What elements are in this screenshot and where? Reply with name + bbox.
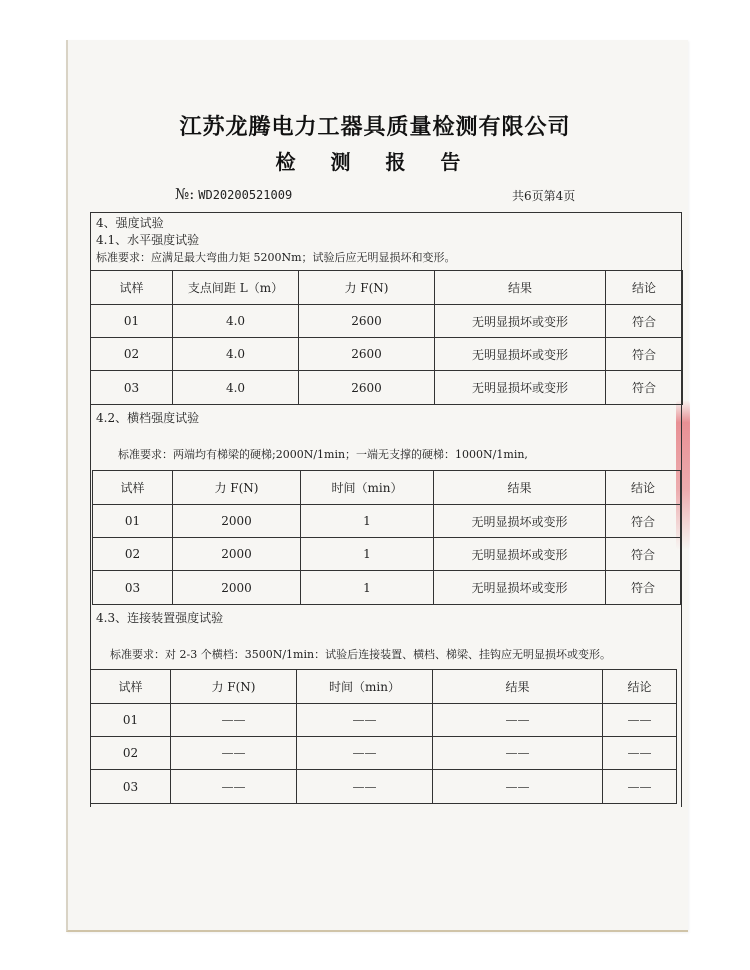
page-info: 共6页第4页	[512, 189, 576, 203]
section-4-heading: 4、强度试验	[96, 216, 164, 230]
table-cell: 02	[93, 538, 173, 571]
header-cell: 支点间距 L（m）	[173, 271, 299, 305]
table-cell: 03	[93, 571, 173, 605]
table-cell: 03	[91, 371, 173, 405]
header-cell: 力 F(N)	[173, 471, 301, 505]
table-cell: 2600	[299, 338, 435, 371]
table-cell: 2000	[173, 538, 301, 571]
table-row	[91, 704, 677, 737]
report-number	[175, 185, 292, 203]
table-cell: 01	[93, 505, 173, 538]
section-4-1-heading: 4.1、水平强度试验	[96, 233, 200, 247]
table-cell: 4.0	[173, 338, 299, 371]
table-cell: 01	[91, 704, 171, 737]
table-row	[93, 538, 681, 571]
table-cell: 2600	[299, 371, 435, 405]
table-cell: ——	[433, 704, 603, 737]
table-cell: 1	[301, 571, 434, 605]
table-row	[91, 770, 677, 804]
report-number-value: WD20200521009	[198, 188, 293, 202]
header-cell: 试样	[93, 471, 173, 505]
table-cell: 无明显损坏或变形	[434, 505, 606, 538]
table-cell: 无明显损坏或变形	[435, 305, 606, 338]
table-header-row	[91, 271, 683, 305]
table-cell: ——	[603, 737, 677, 770]
table-cell: ——	[171, 737, 297, 770]
header-cell: 结论	[603, 670, 677, 704]
table-cell: ——	[603, 770, 677, 804]
table-cell: 符合	[606, 338, 683, 371]
report-title: 检 测 报 告	[275, 150, 475, 174]
section-4-3-standard: 标准要求：对 2-3 个横档：3500N/1min：试验后连接装置、横档、梯梁、挂钩应无明显损坏或变形。	[110, 648, 612, 661]
table-header-row	[91, 670, 677, 704]
table-cell: ——	[297, 737, 433, 770]
table-cell: 1	[301, 538, 434, 571]
table-row	[91, 371, 683, 405]
header-cell: 时间（min）	[301, 471, 434, 505]
table-cell: ——	[171, 770, 297, 804]
table-cell: 无明显损坏或变形	[435, 338, 606, 371]
header-cell: 结果	[434, 471, 606, 505]
header-cell: 力 F(N)	[299, 271, 435, 305]
table-cell: 2000	[173, 571, 301, 605]
table-cell: 4.0	[173, 371, 299, 405]
header-cell: 时间（min）	[297, 670, 433, 704]
table-row	[93, 571, 681, 605]
table-cell: 符合	[606, 505, 681, 538]
table-header-row	[93, 471, 681, 505]
section-4-3-heading: 4.3、连接装置强度试验	[96, 611, 224, 625]
table-cell: 1	[301, 505, 434, 538]
section-4-2-heading: 4.2、横档强度试验	[96, 411, 200, 425]
table-row	[91, 338, 683, 371]
header-cell: 结果	[435, 271, 606, 305]
table-cell: 无明显损坏或变形	[434, 571, 606, 605]
section-4-1-standard: 标准要求：应满足最大弯曲力矩 5200Nm；试验后应无明显损坏和变形。	[96, 251, 456, 264]
table-cell: ——	[297, 704, 433, 737]
table-cell: 03	[91, 770, 171, 804]
report-number-prefix: №:	[175, 185, 195, 203]
table-row	[93, 505, 681, 538]
table-cell: 符合	[606, 305, 683, 338]
table-cell: 4.0	[173, 305, 299, 338]
table-cell: 无明显损坏或变形	[434, 538, 606, 571]
table-row	[91, 305, 683, 338]
table-cell: ——	[433, 737, 603, 770]
header-cell: 力 F(N)	[171, 670, 297, 704]
company-name: 江苏龙腾电力工器具质量检测有限公司	[179, 114, 571, 140]
table-cell: 02	[91, 737, 171, 770]
table-cell: 无明显损坏或变形	[435, 371, 606, 405]
table-cell: 02	[91, 338, 173, 371]
table-cell: 01	[91, 305, 173, 338]
table-row	[91, 737, 677, 770]
table-cell: ——	[433, 770, 603, 804]
table-cell: ——	[297, 770, 433, 804]
table-cell: 2600	[299, 305, 435, 338]
table-4-2	[92, 470, 681, 605]
table-cell: 符合	[606, 538, 681, 571]
header-cell: 结论	[606, 471, 681, 505]
table-cell: 2000	[173, 505, 301, 538]
header-cell: 试样	[91, 670, 171, 704]
table-cell: 符合	[606, 371, 683, 405]
table-cell: ——	[603, 704, 677, 737]
header-cell: 结论	[606, 271, 683, 305]
section-4-2-standard: 标准要求：两端均有梯梁的硬梯;2000N/1min；一端无支撑的硬梯：1000N/1min,	[118, 448, 528, 461]
table-4-3	[90, 669, 677, 804]
table-4-1	[90, 270, 683, 405]
header-cell: 结果	[433, 670, 603, 704]
header-cell: 试样	[91, 271, 173, 305]
table-cell: ——	[171, 704, 297, 737]
table-cell: 符合	[606, 571, 681, 605]
